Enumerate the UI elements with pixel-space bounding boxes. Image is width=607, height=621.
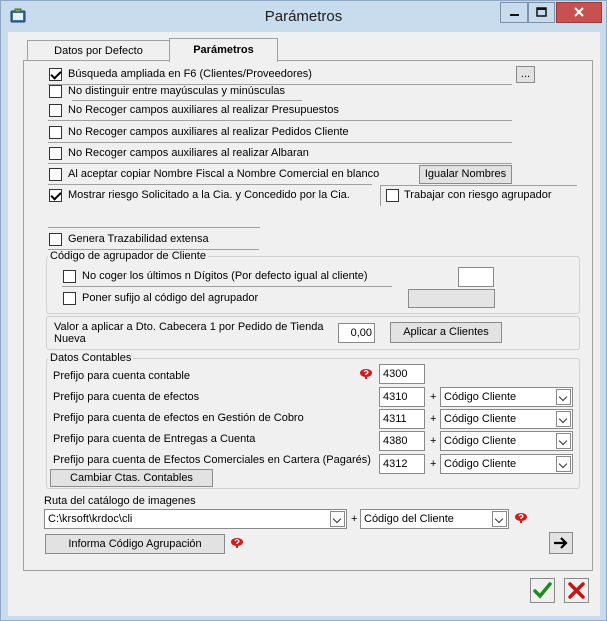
arrow-right-button[interactable] xyxy=(549,532,573,554)
option-label: No coger los últimos n Dígitos (Por defecto igual al cliente) xyxy=(82,270,368,282)
chevron-down-icon[interactable] xyxy=(556,433,571,449)
prefijo-pagares-input[interactable]: 4312 xyxy=(379,454,425,474)
title-bar[interactable] xyxy=(1,1,606,31)
window-title: Parámetros xyxy=(264,8,343,25)
option-checkbox[interactable] xyxy=(49,168,62,181)
entregas-combo[interactable] xyxy=(440,431,573,451)
separator xyxy=(380,186,381,206)
option-checkbox[interactable] xyxy=(49,233,62,246)
close-icon xyxy=(557,3,601,22)
combo-value: Código Cliente xyxy=(444,435,517,447)
prefijo-gestion-cobro-label: Prefijo para cuenta de efectos en Gestión de Cobro xyxy=(53,412,304,424)
minimize-icon xyxy=(501,3,527,22)
plus-label: + xyxy=(430,391,437,403)
option-label: Al aceptar copiar Nombre Fiscal a Nombre Comercial en blanco xyxy=(68,168,380,180)
combo-value: Código Cliente xyxy=(444,413,517,425)
option-checkbox[interactable] xyxy=(63,270,76,283)
option-no-distinguir[interactable] xyxy=(48,82,512,102)
datos-contables-title: Datos Contables xyxy=(50,352,132,364)
option-checkbox[interactable] xyxy=(49,189,62,202)
descuento-label: Valor a aplicar a Dto. Cabecera 1 por Pedido de Tienda Nueva xyxy=(54,321,324,345)
pagares-combo[interactable] xyxy=(440,454,573,474)
combo-value: Código Cliente xyxy=(444,458,517,470)
help-icon[interactable] xyxy=(230,537,244,549)
ok-button[interactable] xyxy=(530,578,555,603)
option-checkbox[interactable] xyxy=(386,189,399,202)
close-button[interactable] xyxy=(556,2,602,23)
option-label: No distinguir entre mayúsculas y minúsculas xyxy=(68,85,286,97)
option-checkbox[interactable] xyxy=(49,85,62,98)
cambiar-ctas-contables-button[interactable]: Cambiar Ctas. Contables xyxy=(50,469,213,487)
option-checkbox[interactable] xyxy=(49,126,62,139)
aplicar-clientes-button[interactable]: Aplicar a Clientes xyxy=(390,322,502,343)
option-label: No Recoger campos auxiliares al realizar Pedidos Cliente xyxy=(68,126,349,138)
option-albaran[interactable] xyxy=(48,144,512,164)
prefijo-gestion-cobro-input[interactable]: 4311 xyxy=(379,409,425,429)
plus-label: + xyxy=(351,513,358,525)
arrow-right-icon xyxy=(550,533,572,553)
efectos-combo[interactable] xyxy=(440,387,573,407)
prefijo-entregas-label: Prefijo para cuenta de Entregas a Cuenta xyxy=(53,433,256,445)
option-label: Poner sufijo al código del agrupador xyxy=(82,292,259,304)
option-copiar-nombre[interactable] xyxy=(48,165,380,185)
option-label: Trabajar con riesgo agrupador xyxy=(404,189,552,201)
plus-label: + xyxy=(430,458,437,470)
option-label: Búsqueda ampliada en F6 (Clientes/Proveedores) xyxy=(68,68,312,80)
option-checkbox[interactable] xyxy=(49,147,62,160)
prefijo-efectos-input[interactable]: 4310 xyxy=(379,387,425,407)
tab-datos-por-defecto[interactable]: Datos por Defecto xyxy=(27,40,170,62)
option-trazabilidad[interactable] xyxy=(48,230,259,250)
help-icon[interactable] xyxy=(359,368,373,380)
option-label: Genera Trazabilidad extensa xyxy=(68,233,209,245)
catalogo-label: Ruta del catálogo de imagenes xyxy=(44,495,196,507)
cancel-button[interactable] xyxy=(564,578,589,603)
prefijo-entregas-input[interactable]: 4380 xyxy=(379,431,425,451)
prefijo-efectos-label: Prefijo para cuenta de efectos xyxy=(53,391,200,403)
option-presupuestos[interactable] xyxy=(48,101,512,121)
maximize-button[interactable] xyxy=(528,2,555,23)
catalogo-path-combo[interactable] xyxy=(44,509,347,529)
igualar-nombres-button[interactable]: Igualar Nombres xyxy=(419,165,512,184)
chevron-down-icon[interactable] xyxy=(556,389,571,405)
help-icon[interactable] xyxy=(514,512,528,524)
prefijo-cuenta-contable-label: Prefijo para cuenta contable xyxy=(53,370,190,382)
combo-value: Código del Cliente xyxy=(364,513,454,525)
chevron-down-icon[interactable] xyxy=(492,511,507,527)
minimize-button[interactable] xyxy=(500,2,528,23)
maximize-icon xyxy=(529,3,554,22)
plus-label: + xyxy=(430,435,437,447)
prefijo-cuenta-contable-input[interactable]: 4300 xyxy=(379,364,425,384)
option-checkbox[interactable] xyxy=(63,292,76,305)
combo-value: Código Cliente xyxy=(444,391,517,403)
chevron-down-icon[interactable] xyxy=(556,456,571,472)
plus-label: + xyxy=(430,413,437,425)
parametros-tab-panel xyxy=(23,60,593,571)
descuento-input[interactable]: 0,00 xyxy=(338,323,375,343)
sufijo-input[interactable] xyxy=(408,289,495,308)
option-pedidos-cliente[interactable] xyxy=(48,123,512,143)
option-label: Mostrar riesgo Solicitado a la Cia. y Concedido por la Cia. xyxy=(68,189,350,201)
gestion-cobro-combo[interactable] xyxy=(440,409,573,429)
dialog-client-area xyxy=(8,32,600,616)
agrupador-group-title: Código de agrupador de Cliente xyxy=(50,250,206,262)
catalogo-codigo-combo[interactable] xyxy=(360,509,509,529)
option-checkbox[interactable] xyxy=(49,68,62,81)
option-no-coger-digitos[interactable] xyxy=(62,267,392,287)
option-poner-sufijo[interactable] xyxy=(62,289,392,309)
option-checkbox[interactable] xyxy=(49,104,62,117)
informa-codigo-agrupacion-button[interactable]: Informa Código Agrupación xyxy=(45,534,225,554)
combo-value: C:\krsoft\krdoc\cli xyxy=(48,513,133,525)
ok-check-icon xyxy=(531,579,554,602)
option-mostrar-riesgo[interactable] xyxy=(48,186,372,206)
ellipsis-button[interactable]: ... xyxy=(516,66,535,83)
option-trabajar-riesgo[interactable] xyxy=(380,186,580,206)
option-label: No Recoger campos auxiliares al realizar Albaran xyxy=(68,147,309,159)
digitos-input[interactable] xyxy=(458,267,494,287)
tab-parametros[interactable]: Parámetros xyxy=(169,38,278,62)
option-label: No Recoger campos auxiliares al realizar Presupuestos xyxy=(68,104,339,116)
prefijo-pagares-label: Prefijo para cuenta de Efectos Comerciales en Cartera (Pagarés) xyxy=(53,454,371,466)
chevron-down-icon[interactable] xyxy=(330,511,345,527)
separator xyxy=(48,227,260,228)
cancel-x-icon xyxy=(565,579,588,602)
chevron-down-icon[interactable] xyxy=(556,411,571,427)
